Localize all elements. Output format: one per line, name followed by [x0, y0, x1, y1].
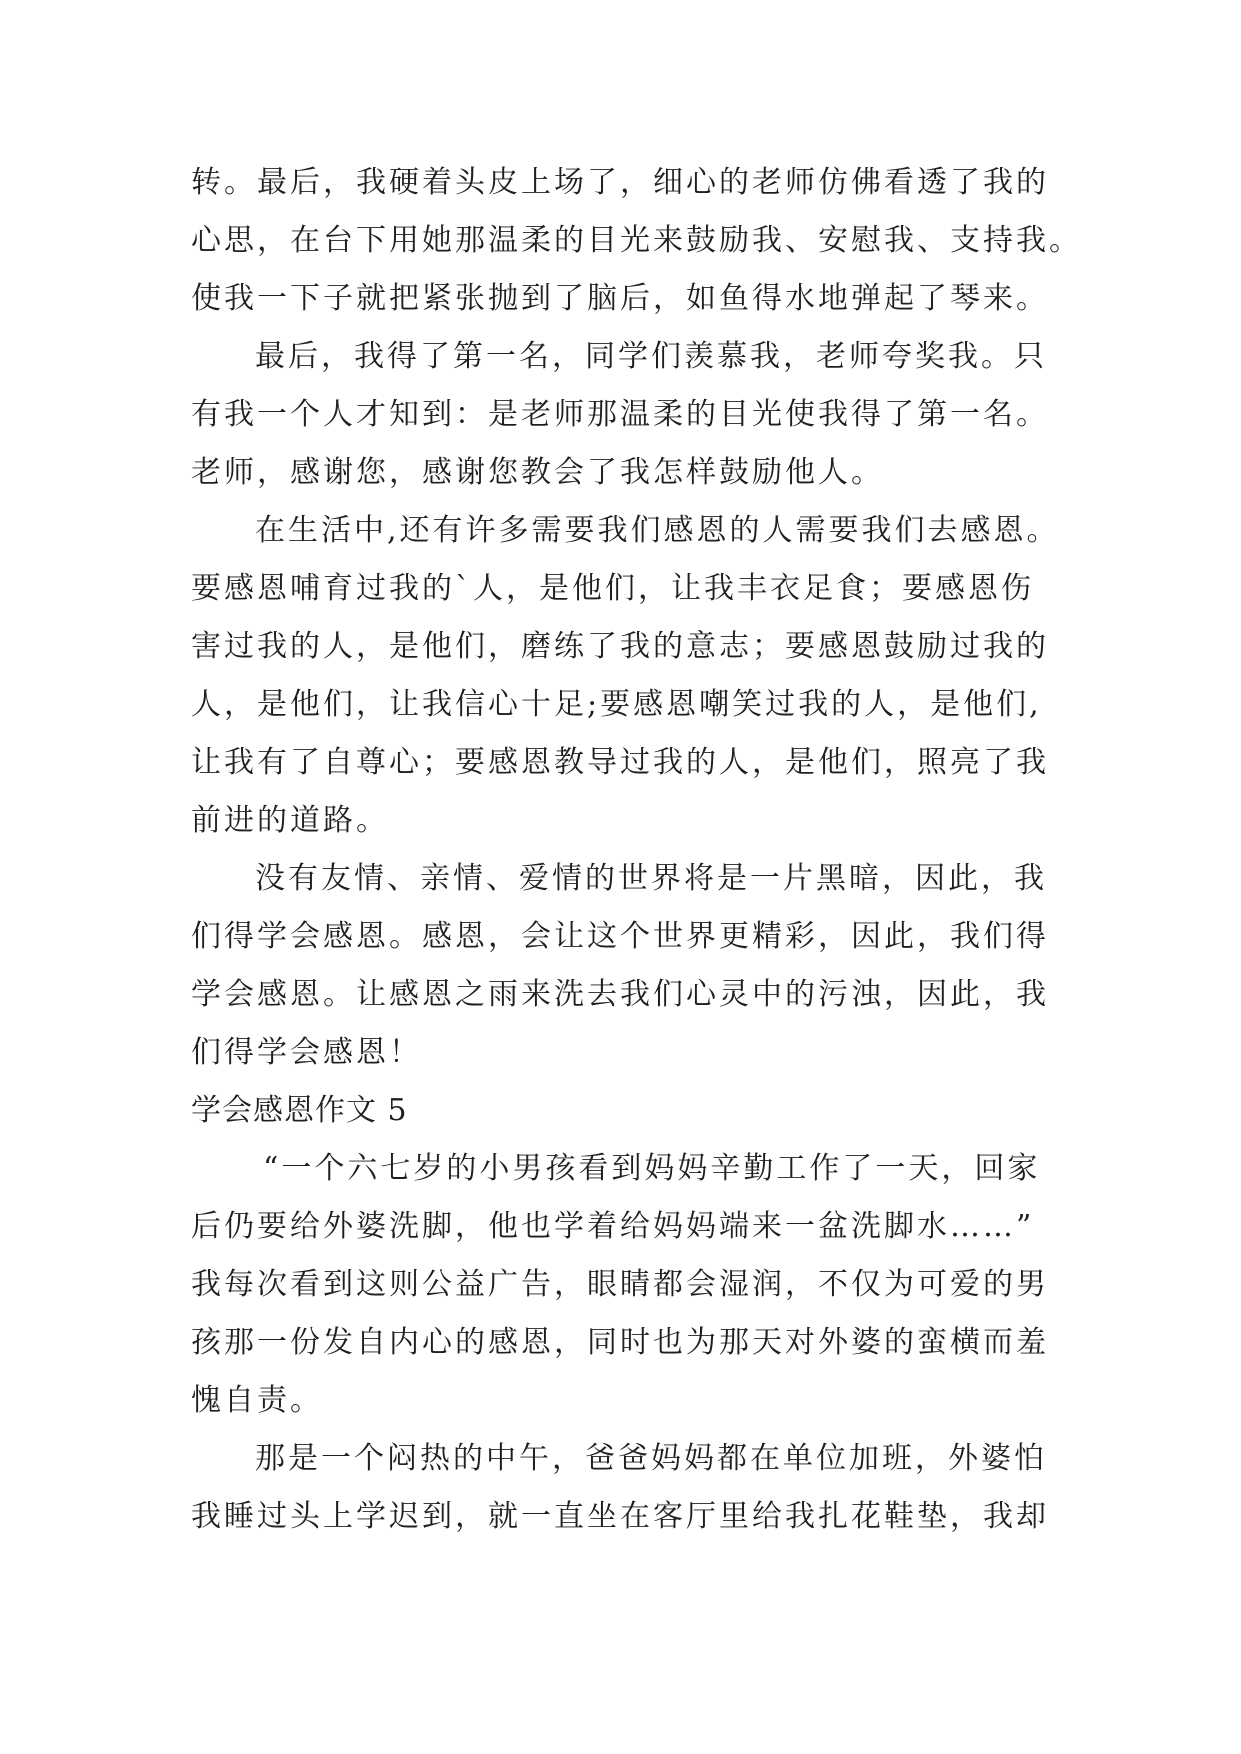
- text-line: 们得学会感恩。感恩，会让这个世界更精彩，因此，我们得: [191, 919, 1049, 954]
- text-line: 要感恩哺育过我的`人，是他们，让我丰衣足食；要感恩伤: [191, 571, 1034, 606]
- paragraph-first-line: 没有友情、亲情、爱情的世界将是一片黑暗，因此，我: [255, 861, 1047, 896]
- text-line: 老师，感谢您，感谢您教会了我怎样鼓励他人。: [191, 455, 884, 490]
- text-line: 我睡过头上学迟到，就一直坐在客厅里给我扎花鞋垫，我却: [191, 1499, 1049, 1534]
- text-line: 我每次看到这则公益广告，眼睛都会湿润，不仅为可爱的男: [191, 1267, 1049, 1302]
- section-heading: 学会感恩作文 5: [191, 1093, 408, 1128]
- text-line: 使我一下子就把紧张抛到了脑后，如鱼得水地弹起了琴来。: [191, 281, 1049, 316]
- text-line: 后仍要给外婆洗脚，他也学着给妈妈端来一盆洗脚水……”: [191, 1209, 1035, 1244]
- text-line: 愧自责。: [191, 1383, 323, 1418]
- text-line: 让我有了自尊心；要感恩教导过我的人，是他们，照亮了我: [191, 745, 1049, 780]
- text-line: 有我一个人才知到：是老师那温柔的目光使我得了第一名。: [191, 397, 1049, 432]
- document-body: [191, 154, 1082, 1546]
- text-line: 转。最后，我硬着头皮上场了，细心的老师仿佛看透了我的: [191, 165, 1049, 200]
- text-line: 学会感恩。让感恩之雨来洗去我们心灵中的污浊，因此，我: [191, 977, 1049, 1012]
- text-line: 人，是他们，让我信心十足;要感恩嘲笑过我的人，是他们,: [191, 687, 1042, 722]
- paragraph-first-line: “一个六七岁的小男孩看到妈妈辛勤工作了一天，回家: [263, 1151, 1041, 1186]
- paragraph-first-line: 在生活中,还有许多需要我们感恩的人需要我们去感恩。: [255, 513, 1060, 548]
- text-line: 害过我的人，是他们，磨练了我的意志；要感恩鼓励过我的: [191, 629, 1049, 664]
- paragraph-first-line: 那是一个闷热的中午，爸爸妈妈都在单位加班，外婆怕: [255, 1441, 1047, 1476]
- text-line: 前进的道路。: [191, 803, 389, 838]
- paragraph-first-line: 最后，我得了第一名，同学们羡慕我，老师夸奖我。只: [255, 339, 1047, 374]
- text-line: 心思，在台下用她那温柔的目光来鼓励我、安慰我、支持我。: [191, 223, 1082, 258]
- text-line: 孩那一份发自内心的感恩，同时也为那天对外婆的蛮横而羞: [191, 1325, 1049, 1360]
- text-line: 们得学会感恩！: [191, 1035, 422, 1070]
